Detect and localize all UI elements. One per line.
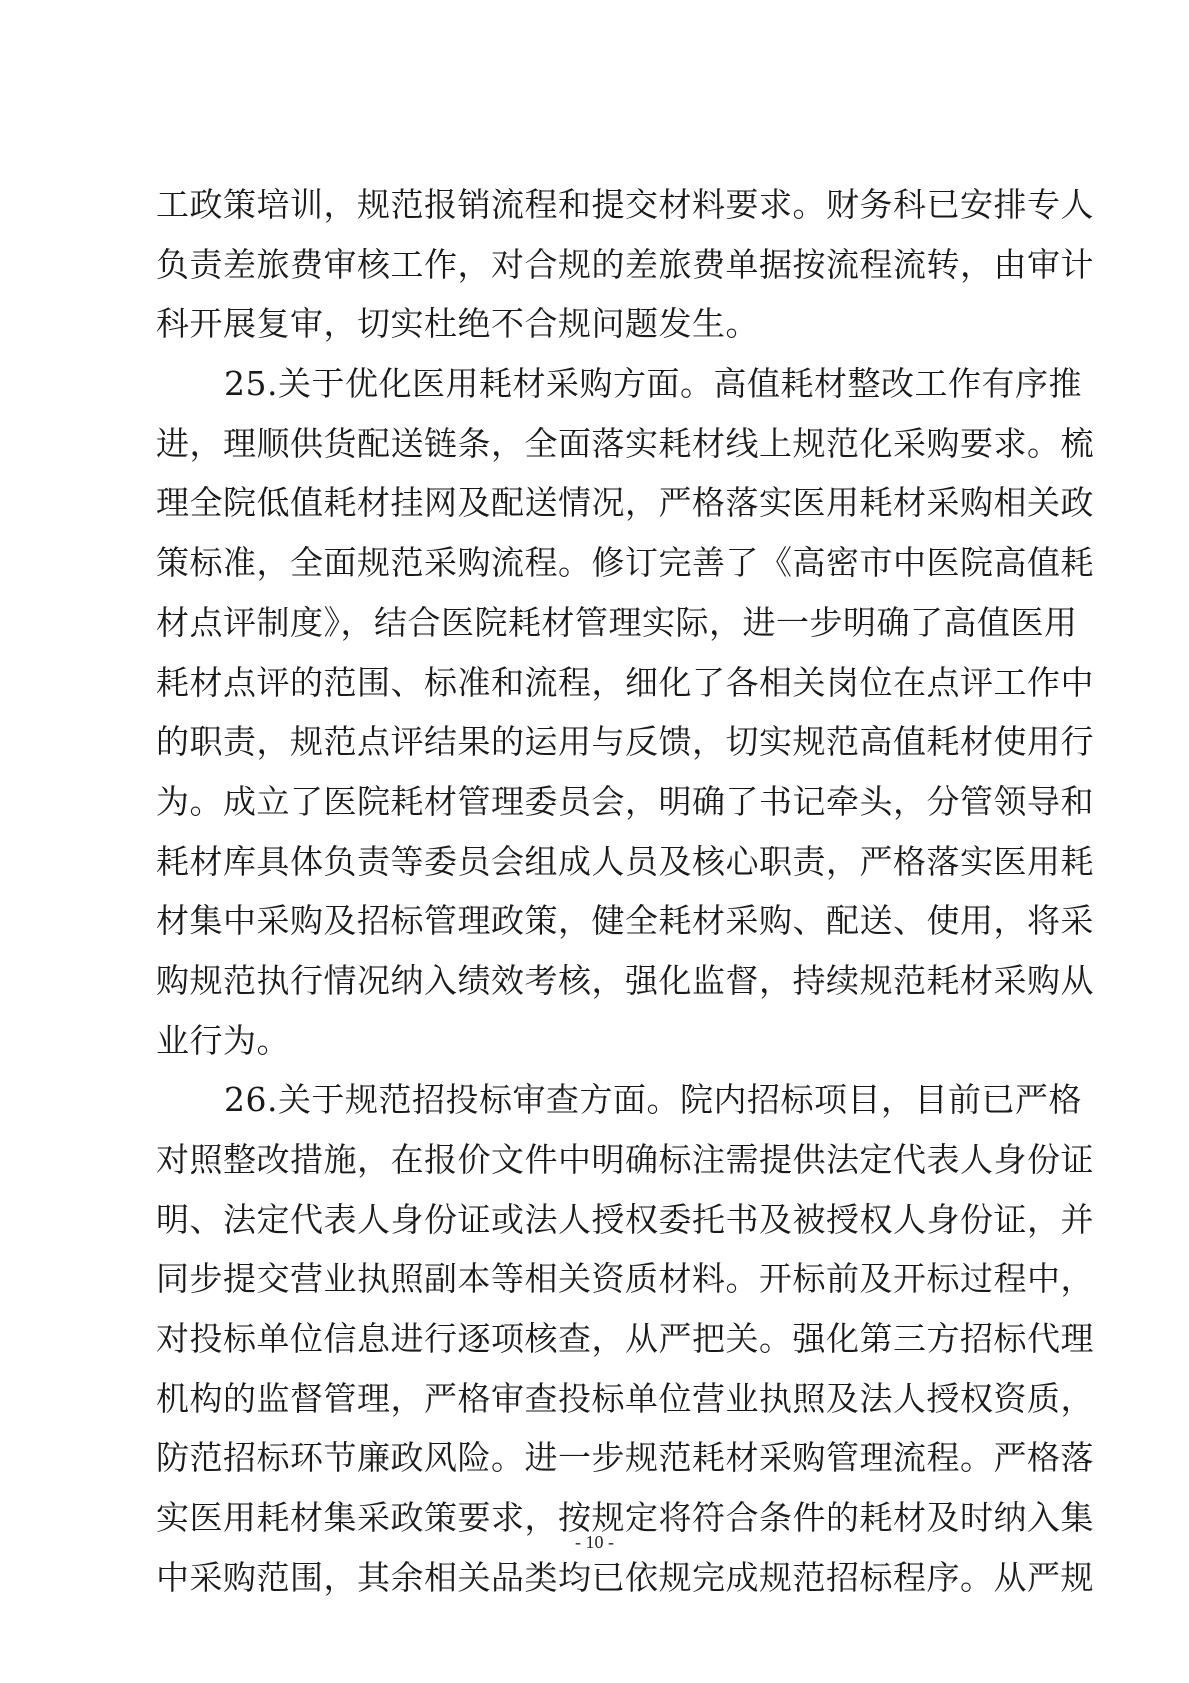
text-line: 工政策培训，规范报销流程和提交材料要求。财务科已安排专人 — [156, 185, 1094, 224]
body-text — [156, 175, 1094, 1608]
paragraph-25 — [156, 354, 1094, 1070]
text-line: 策标准，全面规范采购流程。修订完善了《高密市中医院高值耗 — [156, 543, 1094, 583]
text-line: 防范招标环节廉政风险。进一步规范耗材采购管理流程。严格落 — [156, 1438, 1094, 1478]
text-line: 明、法定代表人身份证或法人授权委托书及被授权人身份证，并 — [156, 1199, 1094, 1239]
text-line: 为。成立了医院耗材管理委员会，明确了书记牵头，分管领导和 — [156, 781, 1094, 821]
text-line: 材点评制度》，结合医院耗材管理实际，进一步明确了高值医用 — [156, 602, 1078, 642]
text-line: 同步提交营业执照副本等相关资质材料。开标前及开标过程中， — [156, 1259, 1094, 1299]
text-line: 科开展复审，切实杜绝不合规问题发生。 — [156, 304, 759, 344]
paragraph-26 — [156, 1070, 1094, 1607]
text-line: 对投标单位信息进行逐项核查，从严把关。强化第三方招标代理 — [156, 1319, 1094, 1359]
text-line: 业行为。 — [156, 1020, 290, 1060]
text-line: 进，理顺供货配送链条，全面落实耗材线上规范化采购要求。梳 — [156, 423, 1094, 463]
text-line: 购规范执行情况纳入绩效考核，强化监督，持续规范耗材采购从 — [156, 960, 1094, 1000]
text-line: 对照整改措施，在报价文件中明确标注需提供法定代表人身份证 — [156, 1140, 1094, 1179]
text-line: 26.关于规范招投标审查方面。院内招标项目，目前已严格 — [224, 1080, 1082, 1120]
text-line: 耗材库具体负责等委员会组成人员及核心职责，严格落实医用耗 — [156, 841, 1094, 881]
text-line: 中采购范围，其余相关品类均已依规完成规范招标程序。从严规 — [156, 1557, 1094, 1597]
text-line: 材集中采购及招标管理政策，健全耗材采购、配送、使用，将采 — [156, 901, 1094, 941]
text-line: 机构的监督管理，严格审查投标单位营业执照及法人授权资质， — [156, 1378, 1094, 1418]
text-line: 25.关于优化医用耗材采购方面。高值耗材整改工作有序推 — [224, 364, 1082, 404]
text-line: 负责差旅费审核工作，对合规的差旅费单据按流程流转，由审计 — [156, 244, 1094, 284]
text-line: 实医用耗材集采政策要求，按规定将符合条件的耗材及时纳入集 — [156, 1498, 1094, 1538]
page-number: - 10 - — [575, 1532, 614, 1552]
text-line: 的职责，规范点评结果的运用与反馈，切实规范高值耗材使用行 — [156, 722, 1094, 762]
text-line: 耗材点评的范围、标准和流程，细化了各相关岗位在点评工作中 — [156, 662, 1094, 702]
paragraph-1 — [156, 175, 1094, 354]
text-line: 理全院低值耗材挂网及配送情况，严格落实医用耗材采购相关政 — [156, 483, 1094, 523]
